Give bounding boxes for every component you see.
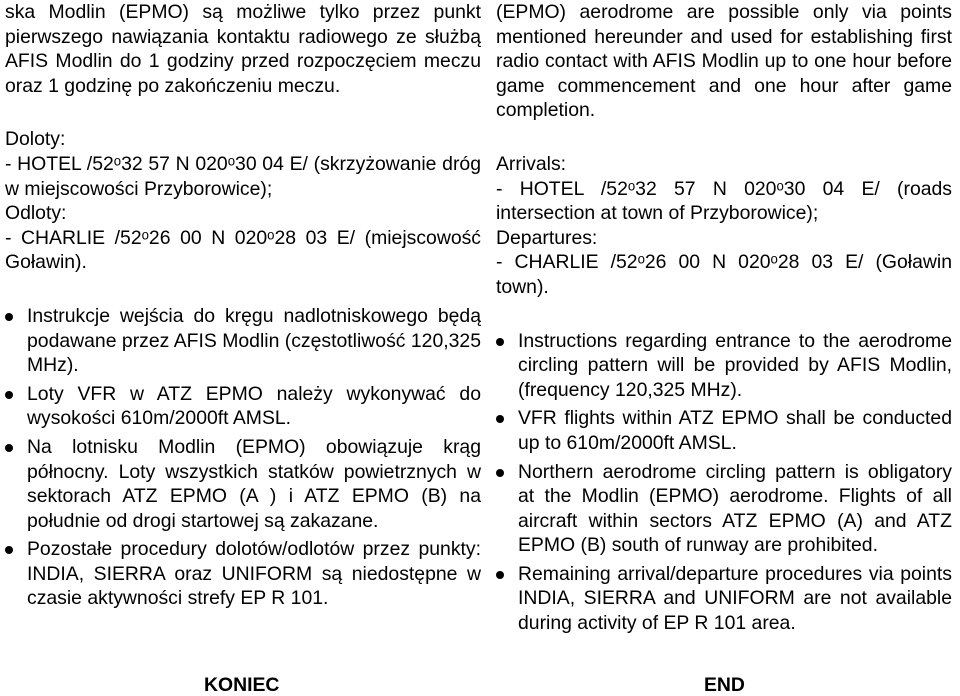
bullet-list-en: [496, 329, 952, 636]
top-paragraph-pl: ska Modlin (EPMO) są możliwe tylko przez punkt pierwszego nawiązania kontaktu radiowego ze służbą AFIS Modlin do 1 godziny przed rozpoczęciem meczu oraz 1 godzinę po zakończeniu meczu.: [5, 1, 481, 97]
english-column: [496, 0, 952, 640]
arrivals-text-en: - HOTEL /52ᵒ32 57 N 020ᵒ30 04 E/ (roads intersection at town of Przyborowice);: [496, 177, 952, 225]
polish-column: [5, 0, 481, 615]
list-item: [496, 562, 952, 636]
list-item-text: Instructions regarding entrance to the aerodrome circling pattern will be provided by AFIS Modlin, (frequency 120,325 MHz).: [518, 329, 952, 401]
list-item: [5, 304, 481, 378]
bullet-icon: [5, 313, 13, 321]
bullet-icon: [496, 415, 504, 423]
list-item-text: Remaining arrival/departure procedures via points INDIA, SIERRA and UNIFORM are not available during activity of EP R 101 area.: [518, 562, 952, 635]
footer-end-en: END: [704, 674, 745, 696]
list-item: [5, 435, 481, 533]
bullet-icon: [5, 391, 13, 399]
list-item-text: Northern aerodrome circling pattern is obligatory at the Modlin (EPMO) aerodrome. Flights of all aircraft within sectors ATZ EPMO (A) and ATZ EPMO (B) south of runway are prohibited.: [518, 460, 952, 557]
list-item-text: Pozostałe procedury dolotów/odlotów przez punkty: INDIA, SIERRA oraz UNIFORM są niedostępne w czasie aktywności strefy EP R 101.: [27, 538, 481, 610]
list-item-text: Na lotnisku Modlin (EPMO) obowiązuje krąg północny. Loty wszystkich statków powietrznych w sektorach ATZ EPMO (A ) i ATZ EPMO (B) na południe od drogi startowej są zakazane.: [27, 435, 481, 532]
bullet-icon: [496, 338, 504, 346]
arrivals-label-en: Arrivals:: [496, 152, 567, 175]
departures-text-pl: - CHARLIE /52ᵒ26 00 N 020ᵒ28 03 E/ (miejscowość Goławin).: [5, 226, 481, 274]
departures-label-pl: Odloty:: [5, 202, 67, 225]
bullet-icon: [5, 444, 13, 452]
list-item: [496, 406, 952, 455]
list-item: [496, 460, 952, 558]
list-item: [5, 537, 481, 611]
list-item-text: Instrukcje wejścia do kręgu nadlotniskowego będą podawane przez AFIS Modlin (częstotliwość 120,325 MHz).: [27, 304, 481, 377]
list-item-text: Loty VFR w ATZ EPMO należy wykonywać do wysokości 610m/2000ft AMSL.: [27, 382, 481, 430]
arrivals-text-pl: - HOTEL /52ᵒ32 57 N 020ᵒ30 04 E/ (skrzyżowanie dróg w miejscowości Przyborowice);: [5, 152, 481, 200]
bullet-list-pl: [5, 304, 481, 611]
bullet-icon: [5, 546, 13, 554]
arrivals-label-pl: Doloty:: [5, 128, 66, 151]
footer-end-pl: KONIEC: [204, 674, 280, 696]
bullet-icon: [496, 469, 504, 477]
top-paragraph-en: (EPMO) aerodrome are possible only via points mentioned hereunder and used for establishing first radio contact with AFIS Modlin up to one hour before game commencement and one hour after game completion.: [496, 1, 952, 122]
list-item: [496, 329, 952, 403]
departures-text-en: - CHARLIE /52ᵒ26 00 N 020ᵒ28 03 E/ (Goławin town).: [496, 251, 952, 298]
departures-label-en: Departures:: [496, 226, 598, 249]
list-item-text: VFR flights within ATZ EPMO shall be conducted up to 610m/2000ft AMSL.: [518, 407, 952, 454]
list-item: [5, 382, 481, 431]
bullet-icon: [496, 571, 504, 579]
